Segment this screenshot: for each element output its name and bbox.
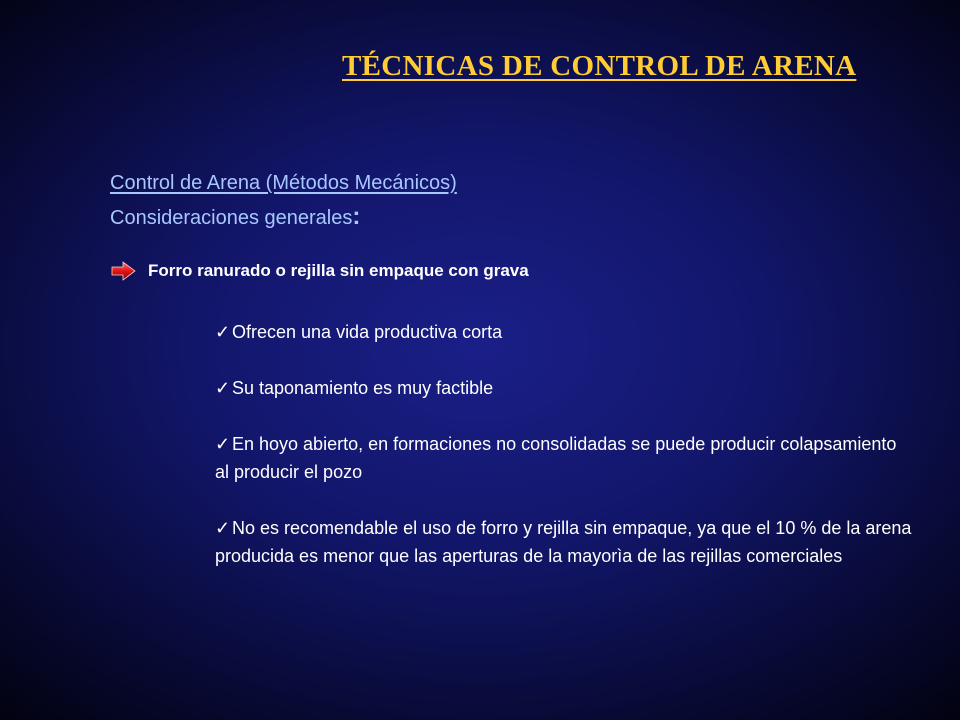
section-subheading-colon: : (352, 203, 361, 230)
section-subheading (110, 205, 360, 230)
list-item-text: En hoyo abierto, en formaciones no consolidadas se puede producir colapsamiento al producir el pozo (215, 434, 897, 482)
section-subheading-text: Consideraciones generales (110, 207, 353, 229)
list-item-text: Su taponamiento es muy factible (232, 378, 494, 398)
red-arrow-icon (110, 261, 136, 281)
list-item-text: No es recomendable el uso de forro y rejilla sin empaque, ya que el 10 % de la arena producida es menor que las aperturas de la mayorìa de las rejillas comerciales (215, 518, 912, 566)
list-item (215, 318, 915, 346)
check-icon: ✓ (215, 322, 231, 342)
list-item (215, 374, 915, 402)
list-item-text: Ofrecen una vida productiva corta (232, 322, 503, 342)
main-bullet-text: Forro ranurado o rejilla sin empaque con grava (148, 261, 529, 280)
main-bullet (110, 261, 529, 281)
list-item (215, 514, 915, 570)
list-item (215, 430, 915, 486)
slide-title: TÉCNICAS DE CONTROL DE ARENA (342, 50, 857, 82)
check-icon: ✓ (215, 518, 231, 538)
check-icon: ✓ (215, 378, 231, 398)
section-heading: Control de Arena (Métodos Mecánicos) (110, 172, 457, 194)
check-icon: ✓ (215, 434, 231, 454)
check-list (215, 318, 915, 598)
